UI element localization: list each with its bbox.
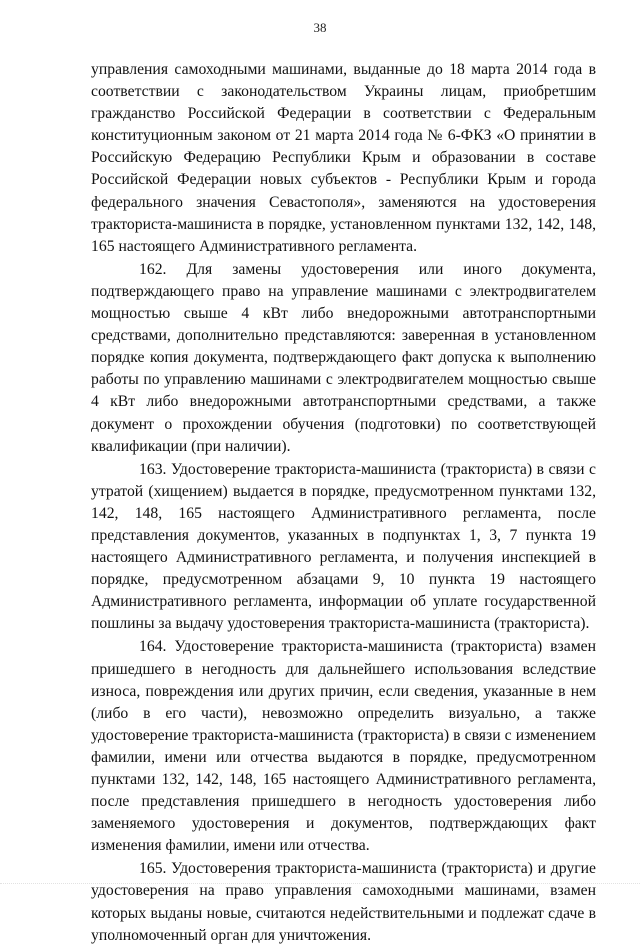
- paragraph-163: 163. Удостоверение тракториста-машиниста (тракториста) в связи с утратой (хищением) выдается в порядке, предусмотренном пунктами 132, 142, 148, 165 настоящего Административного регламента, после представления документов, указанных в подпунктах 1, 3, 7 пункта 19 настоящего Административного регламента, и получения инспекцией в порядке, предусмотренном абзацами 9, 10 пункта 19 настоящего Административного регламента, информации об уплате государственной пошлины за выдачу удостоверения тракториста-машиниста (тракториста).: [91, 460, 596, 633]
- page-number: 38: [313, 20, 327, 35]
- paragraph-continuation: управления самоходными машинами, выданные до 18 марта 2014 года в соответствии с законодательством Украины лицам, приобретшим гражданство Российской Федерации в соответствии с Федеральным конституционным законом от 21 марта 2014 года № 6-ФКЗ «О принятии в Российскую Федерацию Республики Крым и образовании в составе Российской Федерации новых субъектов - Республики Крым и города федерального значения Севастополя», заменяются на удостоверения тракториста-машиниста в порядке, установленном пунктами 132, 142, 148, 165 настоящего Административного регламента.: [91, 61, 596, 255]
- paragraph-165: 165. Удостоверения тракториста-машиниста (тракториста) и другие удостоверения на право управления самоходными машинами, взамен которых выданы новые, считаются недействительными и подлежат сдаче в уполномоченный орган для уничтожения.: [91, 860, 596, 944]
- paragraph-162: 162. Для замены удостоверения или иного документа, подтверждающего право на управление машинами с электродвигателем мощностью свыше 4 кВт либо внедорожными автотранспортными средствами, дополнительно представляются: заверенная в установленном порядке копия документа, подтверждающего факт допуска к выполнению работы по управлению машинами с электродвигателем мощностью свыше 4 кВт либо внедорожными автотранспортными средствами, а также документ о прохождении обучения (подготовки) по соответствующей квалификации (при наличии).: [91, 260, 596, 455]
- document-body: [91, 59, 596, 947]
- paragraph-164: 164. Удостоверение тракториста-машиниста (тракториста) взамен пришедшего в негодность для дальнейшего использования вследствие износа, повреждения или других причин, если сведения, указанные в нем (либо в его части), невозможно определить визуально, а также удостоверение тракториста-машиниста (тракториста) в связи с изменением фамилии, имени или отчества выдаются в порядке, предусмотренном пунктами 132, 142, 148, 165 настоящего Административного регламента, после представления пришедшего в негодность удостоверения либо заменяемого удостоверения и документов, подтверждающих факт изменения фамилии, имени или отчества.: [91, 638, 596, 855]
- scan-artifact-line: [0, 883, 640, 886]
